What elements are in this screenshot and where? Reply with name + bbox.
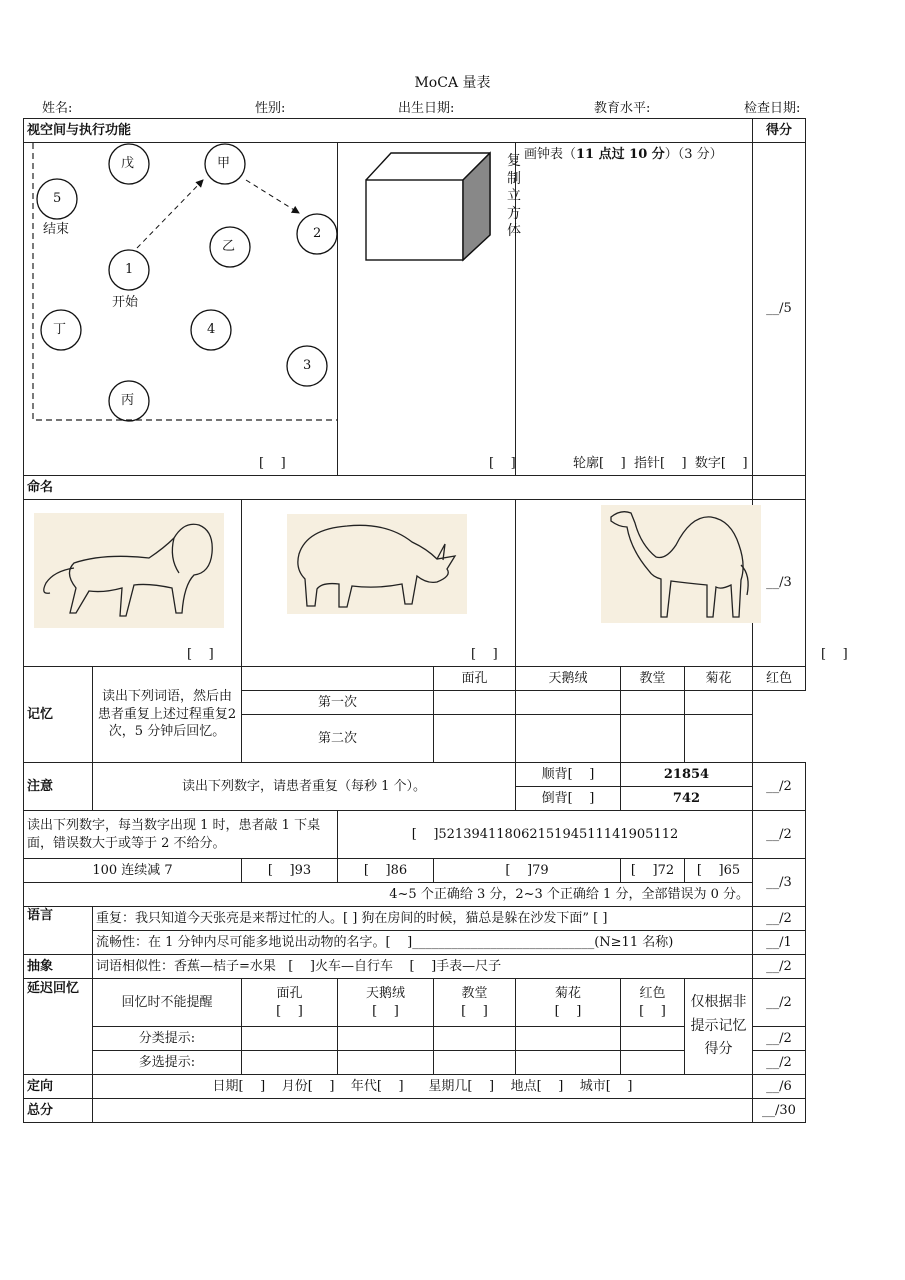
trail-making-drawing bbox=[24, 143, 338, 476]
score-header: 得分 bbox=[753, 119, 806, 143]
forward-span-digits: 21854 bbox=[621, 763, 753, 787]
trail-node: 丙 bbox=[121, 393, 135, 408]
digit-span-score: __/2 bbox=[753, 763, 806, 811]
section-abstraction: 抽象 bbox=[24, 955, 93, 979]
abstraction-score: __/2 bbox=[753, 955, 806, 979]
recall-word: 菊花 bbox=[554, 985, 581, 1001]
recall-word-cell: 红色 [ ] bbox=[621, 979, 685, 1027]
total-score: __/30 bbox=[753, 1099, 806, 1123]
verbal-fluency: 流畅性：在 1 分钟内尽可能多地说出动物的名字。[ ]____________________________(N≥11 名称) bbox=[93, 931, 753, 955]
repetition-score: __/2 bbox=[753, 907, 806, 931]
camel-cell bbox=[516, 500, 848, 667]
visuospatial-score: __/5 bbox=[753, 143, 806, 476]
clock-score-items: 轮廓[ ] 指针[ ] 数字[ ] bbox=[573, 456, 748, 471]
recall-word: 红色 bbox=[639, 985, 666, 1001]
digit-span-instruction: 读出下列数字，请患者重复（每秒 1 个）。 bbox=[93, 763, 516, 811]
trail-start-label: 开始 bbox=[112, 295, 139, 310]
recall-word: 教堂 bbox=[461, 985, 488, 1001]
trail-node: 4 bbox=[207, 322, 216, 337]
recall-word-cell: 菊花 [ ] bbox=[516, 979, 621, 1027]
serial-sevens-item: [ ]65 bbox=[685, 859, 753, 883]
backward-span-label: 倒背[ ] bbox=[516, 787, 621, 811]
category-cue-score: __/2 bbox=[753, 1027, 806, 1051]
serial-sevens-item: [ ]93 bbox=[242, 859, 338, 883]
cube-cell bbox=[338, 143, 521, 476]
trail-node: 丁 bbox=[53, 322, 67, 337]
serial-sevens-score: __/3 bbox=[753, 859, 806, 907]
name-label: 姓名: bbox=[42, 101, 73, 116]
tapping-score: __/2 bbox=[753, 811, 806, 859]
section-total: 总分 bbox=[24, 1099, 93, 1123]
orientation-items: 日期[ ] 月份[ ] 年代[ ] 星期几[ ] 地点[ ] 城市[ ] bbox=[93, 1075, 753, 1099]
memory-word: 面孔 bbox=[434, 667, 516, 691]
section-delayed-recall: 延迟回忆 bbox=[24, 979, 93, 1075]
clock-cell bbox=[516, 143, 753, 476]
lion-icon bbox=[34, 513, 224, 643]
rhino-bracket: [ ] bbox=[471, 647, 498, 662]
dob-label: 出生日期: bbox=[398, 101, 455, 116]
delayed-recall-score: __/2 bbox=[753, 979, 806, 1027]
cube-label: 复制立方体 bbox=[507, 153, 521, 239]
recall-word-cell: 面孔 [ ] bbox=[242, 979, 338, 1027]
naming-score: __/3 bbox=[753, 500, 806, 667]
trail-making-cell bbox=[24, 143, 338, 476]
section-memory: 记忆 bbox=[24, 667, 93, 763]
backward-span-digits: 742 bbox=[621, 787, 753, 811]
trail-node: 2 bbox=[313, 226, 322, 241]
memory-word: 红色 bbox=[753, 667, 806, 691]
serial-sevens-item: [ ]79 bbox=[434, 859, 621, 883]
section-naming: 命名 bbox=[24, 476, 753, 500]
camel-bracket: [ ] bbox=[821, 647, 848, 662]
trail-node: 3 bbox=[303, 358, 312, 373]
cube-drawing bbox=[338, 143, 516, 476]
tapping-sequence: [ ]52139411806215194511141905112 bbox=[338, 811, 753, 859]
page-title: MoCA 量表 bbox=[414, 75, 491, 91]
trail-dashed-border bbox=[33, 143, 338, 420]
forward-span-label: 顺背[ ] bbox=[516, 763, 621, 787]
multiple-choice-cue-score: __/2 bbox=[753, 1051, 806, 1075]
category-cue-label: 分类提示: bbox=[93, 1027, 242, 1051]
recall-word: 面孔 bbox=[276, 985, 303, 1001]
rhinoceros-icon bbox=[287, 514, 467, 624]
section-attention: 注意 bbox=[24, 763, 93, 811]
moca-table bbox=[23, 118, 848, 1123]
serial-sevens-item: [ ]72 bbox=[621, 859, 685, 883]
sentence-repetition: 重复：我只知道今天张亮是来帮过忙的人。[ ] 狗在房间的时候，猫总是躲在沙发下面” [ ] bbox=[93, 907, 753, 931]
recall-word-cell: 教堂 [ ] bbox=[434, 979, 516, 1027]
trail-node: 乙 bbox=[222, 239, 236, 254]
abstraction-items: 词语相似性：香蕉—桔子=水果 [ ]火车—自行车 [ ]手表—尺子 bbox=[93, 955, 753, 979]
lion-cell bbox=[24, 500, 242, 667]
trail-end-label: 结束 bbox=[43, 222, 70, 237]
memory-trial-2: 第二次 bbox=[242, 715, 434, 763]
trail-arrow bbox=[246, 180, 299, 213]
trail-node: 1 bbox=[125, 262, 134, 277]
clock-title: 画钟表（11 点过 10 分）（3 分） bbox=[524, 147, 723, 162]
camel-icon bbox=[601, 505, 761, 625]
trail-node: 戊 bbox=[121, 156, 135, 171]
memory-word: 菊花 bbox=[685, 667, 753, 691]
no-cue-label: 回忆时不能提醒 bbox=[93, 979, 242, 1027]
orientation-score: __/6 bbox=[753, 1075, 806, 1099]
memory-trial-1: 第一次 bbox=[242, 691, 434, 715]
trail-score-bracket: [ ] bbox=[259, 456, 286, 471]
section-orientation: 定向 bbox=[24, 1075, 93, 1099]
tapping-instruction: 读出下列数字，每当数字出现 1 时，患者敲 1 下桌面，错误数大于或等于 2 不给分。 bbox=[24, 811, 338, 859]
serial-sevens-item: [ ]86 bbox=[338, 859, 434, 883]
rhino-cell bbox=[242, 500, 516, 667]
delayed-recall-note: 仅根据非提示记忆得分 bbox=[685, 979, 753, 1075]
exam-date-label: 检查日期: bbox=[744, 101, 801, 116]
memory-instruction: 读出下列词语，然后由患者重复上述过程重复2 次，5 分钟后回忆。 bbox=[93, 667, 242, 763]
cube-score-bracket: [ ] bbox=[489, 456, 516, 471]
serial-sevens-note: 4~5 个正确给 3 分，2~3 个正确给 1 分，全部错误为 0 分。 bbox=[24, 883, 753, 907]
trail-arrow bbox=[137, 180, 203, 248]
recall-word-cell: 天鹅绒 [ ] bbox=[338, 979, 434, 1027]
section-language: 语言 bbox=[24, 907, 93, 955]
section-visuospatial: 视空间与执行功能 bbox=[24, 119, 753, 143]
trail-node: 5 bbox=[53, 191, 62, 206]
multiple-choice-cue-label: 多选提示: bbox=[93, 1051, 242, 1075]
recall-word: 天鹅绒 bbox=[365, 985, 405, 1001]
fluency-score: __/1 bbox=[753, 931, 806, 955]
sex-label: 性别: bbox=[255, 101, 286, 116]
trail-node: 甲 bbox=[217, 156, 231, 171]
memory-word: 天鹅绒 bbox=[516, 667, 621, 691]
serial-sevens-label: 100 连续减 7 bbox=[24, 859, 242, 883]
memory-word: 教堂 bbox=[621, 667, 685, 691]
education-label: 教育水平: bbox=[594, 101, 651, 116]
lion-bracket: [ ] bbox=[187, 647, 214, 662]
